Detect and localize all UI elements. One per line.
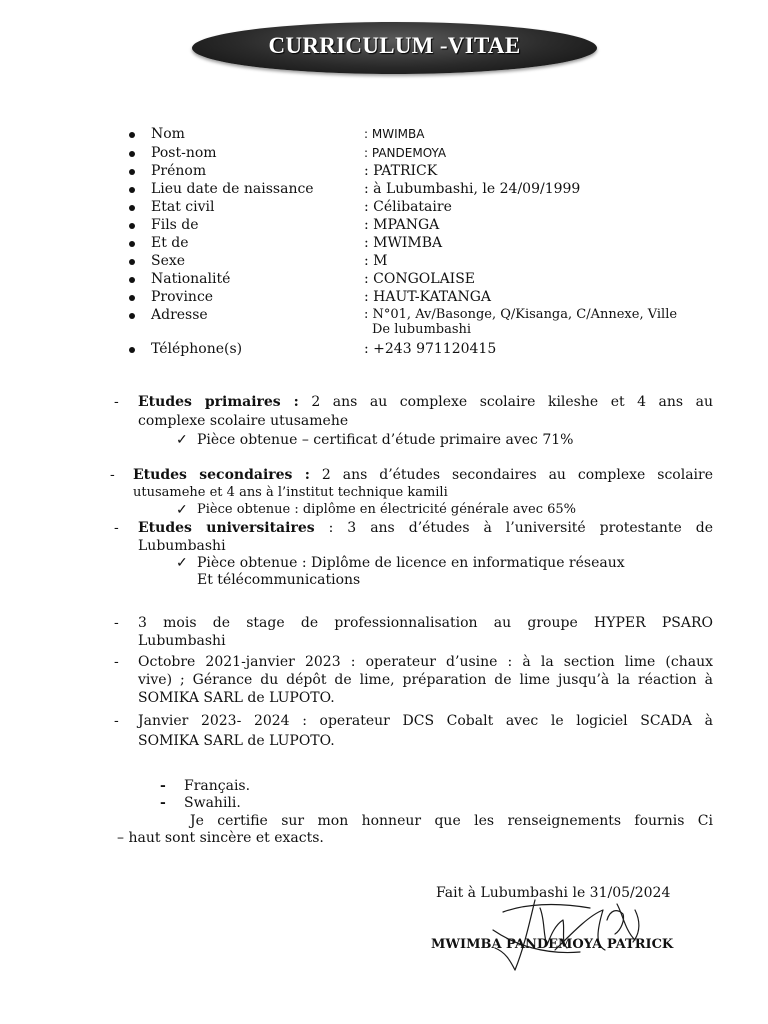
bullet-icon bbox=[129, 205, 135, 211]
education-university-line1 bbox=[138, 519, 713, 537]
info-value: : +243 971120415 bbox=[364, 341, 497, 357]
bullet-icon bbox=[129, 347, 135, 353]
dash-marker: - bbox=[160, 795, 166, 811]
dash-marker: - bbox=[114, 520, 119, 536]
info-value-continued: De lubumbashi bbox=[372, 322, 472, 337]
education-secondary-title: Etudes secondaires : bbox=[133, 467, 310, 483]
info-label: Post-nom bbox=[151, 145, 217, 161]
info-label: Etat civil bbox=[151, 199, 215, 215]
place-date: Fait à Lubumbashi le 31/05/2024 bbox=[436, 885, 671, 901]
education-secondary-diploma: Pièce obtenue : diplôme en électricité générale avec 65% bbox=[197, 502, 577, 517]
signature-image bbox=[485, 890, 655, 980]
dash-marker: - bbox=[114, 713, 119, 729]
education-primary-title: Etudes primaires : bbox=[138, 394, 299, 410]
info-value: : à Lubumbashi, le 24/09/1999 bbox=[364, 181, 581, 197]
education-primary-line2: complexe scolaire utusamehe bbox=[138, 413, 349, 429]
experience-item-line: Lubumbashi bbox=[138, 633, 226, 649]
info-value: : PANDEMOYA bbox=[364, 146, 447, 160]
education-university-title: Etudes universitaires bbox=[138, 520, 315, 536]
education-university-diploma-continued: Et télécommunications bbox=[197, 572, 361, 588]
dash-marker: - bbox=[160, 778, 166, 794]
bullet-icon bbox=[129, 169, 135, 175]
bullet-icon bbox=[129, 295, 135, 301]
experience-item-line: SOMIKA SARL de LUPOTO. bbox=[138, 733, 335, 749]
bullet-icon bbox=[129, 277, 135, 283]
experience-item-line: Octobre 2021-janvier 2023 : operateur d’usine : à la section lime (chaux bbox=[138, 654, 713, 670]
info-label: Et de bbox=[151, 235, 189, 251]
certification-line2: – haut sont sincère et exacts. bbox=[117, 830, 324, 846]
education-university-text: : 3 ans d’études à l’université protestante de bbox=[328, 520, 713, 536]
education-primary-text: 2 ans au complexe scolaire kileshe et 4 ans au bbox=[311, 394, 713, 410]
education-secondary-line2: utusamehe et 4 ans à l’institut technique kamili bbox=[133, 485, 448, 500]
check-icon: ✓ bbox=[176, 502, 188, 518]
dash-marker: - bbox=[114, 615, 119, 631]
info-value: : N°01, Av/Basonge, Q/Kisanga, C/Annexe, Ville bbox=[364, 307, 678, 322]
bullet-icon bbox=[129, 132, 135, 138]
info-value: : CONGOLAISE bbox=[364, 271, 476, 287]
info-label: Fils de bbox=[151, 217, 199, 233]
bullet-icon bbox=[129, 241, 135, 247]
experience-item-line: vive) ; Gérance du dépôt de lime, préparation de lime jusqu’à la réaction à bbox=[138, 672, 713, 688]
info-value: : Célibataire bbox=[364, 199, 452, 215]
dash-marker: - bbox=[110, 467, 115, 483]
info-label: Lieu date de naissance bbox=[151, 181, 314, 197]
info-value: : HAUT-KATANGA bbox=[364, 289, 492, 305]
signatory-name: MWIMBA PANDEMOYA PATRICK bbox=[431, 937, 674, 952]
education-secondary-line1 bbox=[133, 466, 713, 484]
language-item: Swahili. bbox=[184, 795, 241, 811]
dash-marker: - bbox=[114, 394, 119, 410]
info-label: Sexe bbox=[151, 253, 186, 269]
info-value: : M bbox=[364, 253, 388, 269]
education-university-line2: Lubumbashi bbox=[138, 538, 226, 554]
info-label: Prénom bbox=[151, 163, 207, 179]
certification-line1: Je certifie sur mon honneur que les renseignements fournis Ci bbox=[190, 813, 713, 829]
bullet-icon bbox=[129, 313, 135, 319]
education-primary-line1 bbox=[138, 393, 713, 411]
experience-item-line: Janvier 2023- 2024 : operateur DCS Cobalt avec le logiciel SCADA à bbox=[138, 713, 713, 729]
info-label: Téléphone(s) bbox=[151, 341, 243, 357]
bullet-icon bbox=[129, 151, 135, 157]
experience-item-line: SOMIKA SARL de LUPOTO. bbox=[138, 690, 335, 706]
check-icon: ✓ bbox=[176, 432, 188, 448]
info-label: Nationalité bbox=[151, 271, 231, 287]
education-secondary-text: 2 ans d’études secondaires au complexe scolaire bbox=[321, 467, 714, 483]
info-value: : MPANGA bbox=[364, 217, 440, 233]
info-label: Adresse bbox=[151, 307, 208, 323]
info-label: Province bbox=[151, 289, 214, 305]
bullet-icon bbox=[129, 223, 135, 229]
language-item: Français. bbox=[184, 778, 251, 794]
info-label: Nom bbox=[151, 126, 185, 142]
education-primary-diploma: Pièce obtenue – certificat d’étude primaire avec 71% bbox=[197, 432, 574, 448]
education-university-diploma: Pièce obtenue : Diplôme de licence en informatique réseaux bbox=[197, 555, 625, 571]
info-value: : PATRICK bbox=[364, 163, 438, 179]
bullet-icon bbox=[129, 187, 135, 193]
check-icon: ✓ bbox=[176, 555, 188, 571]
page-title: CURRICULUM -VITAE bbox=[268, 33, 521, 58]
bullet-icon bbox=[129, 259, 135, 265]
info-value: : MWIMBA bbox=[364, 127, 425, 141]
dash-marker: - bbox=[114, 654, 119, 670]
experience-item-line: 3 mois de stage de professionnalisation au groupe HYPER PSARO bbox=[138, 615, 713, 631]
info-value: : MWIMBA bbox=[364, 235, 443, 251]
